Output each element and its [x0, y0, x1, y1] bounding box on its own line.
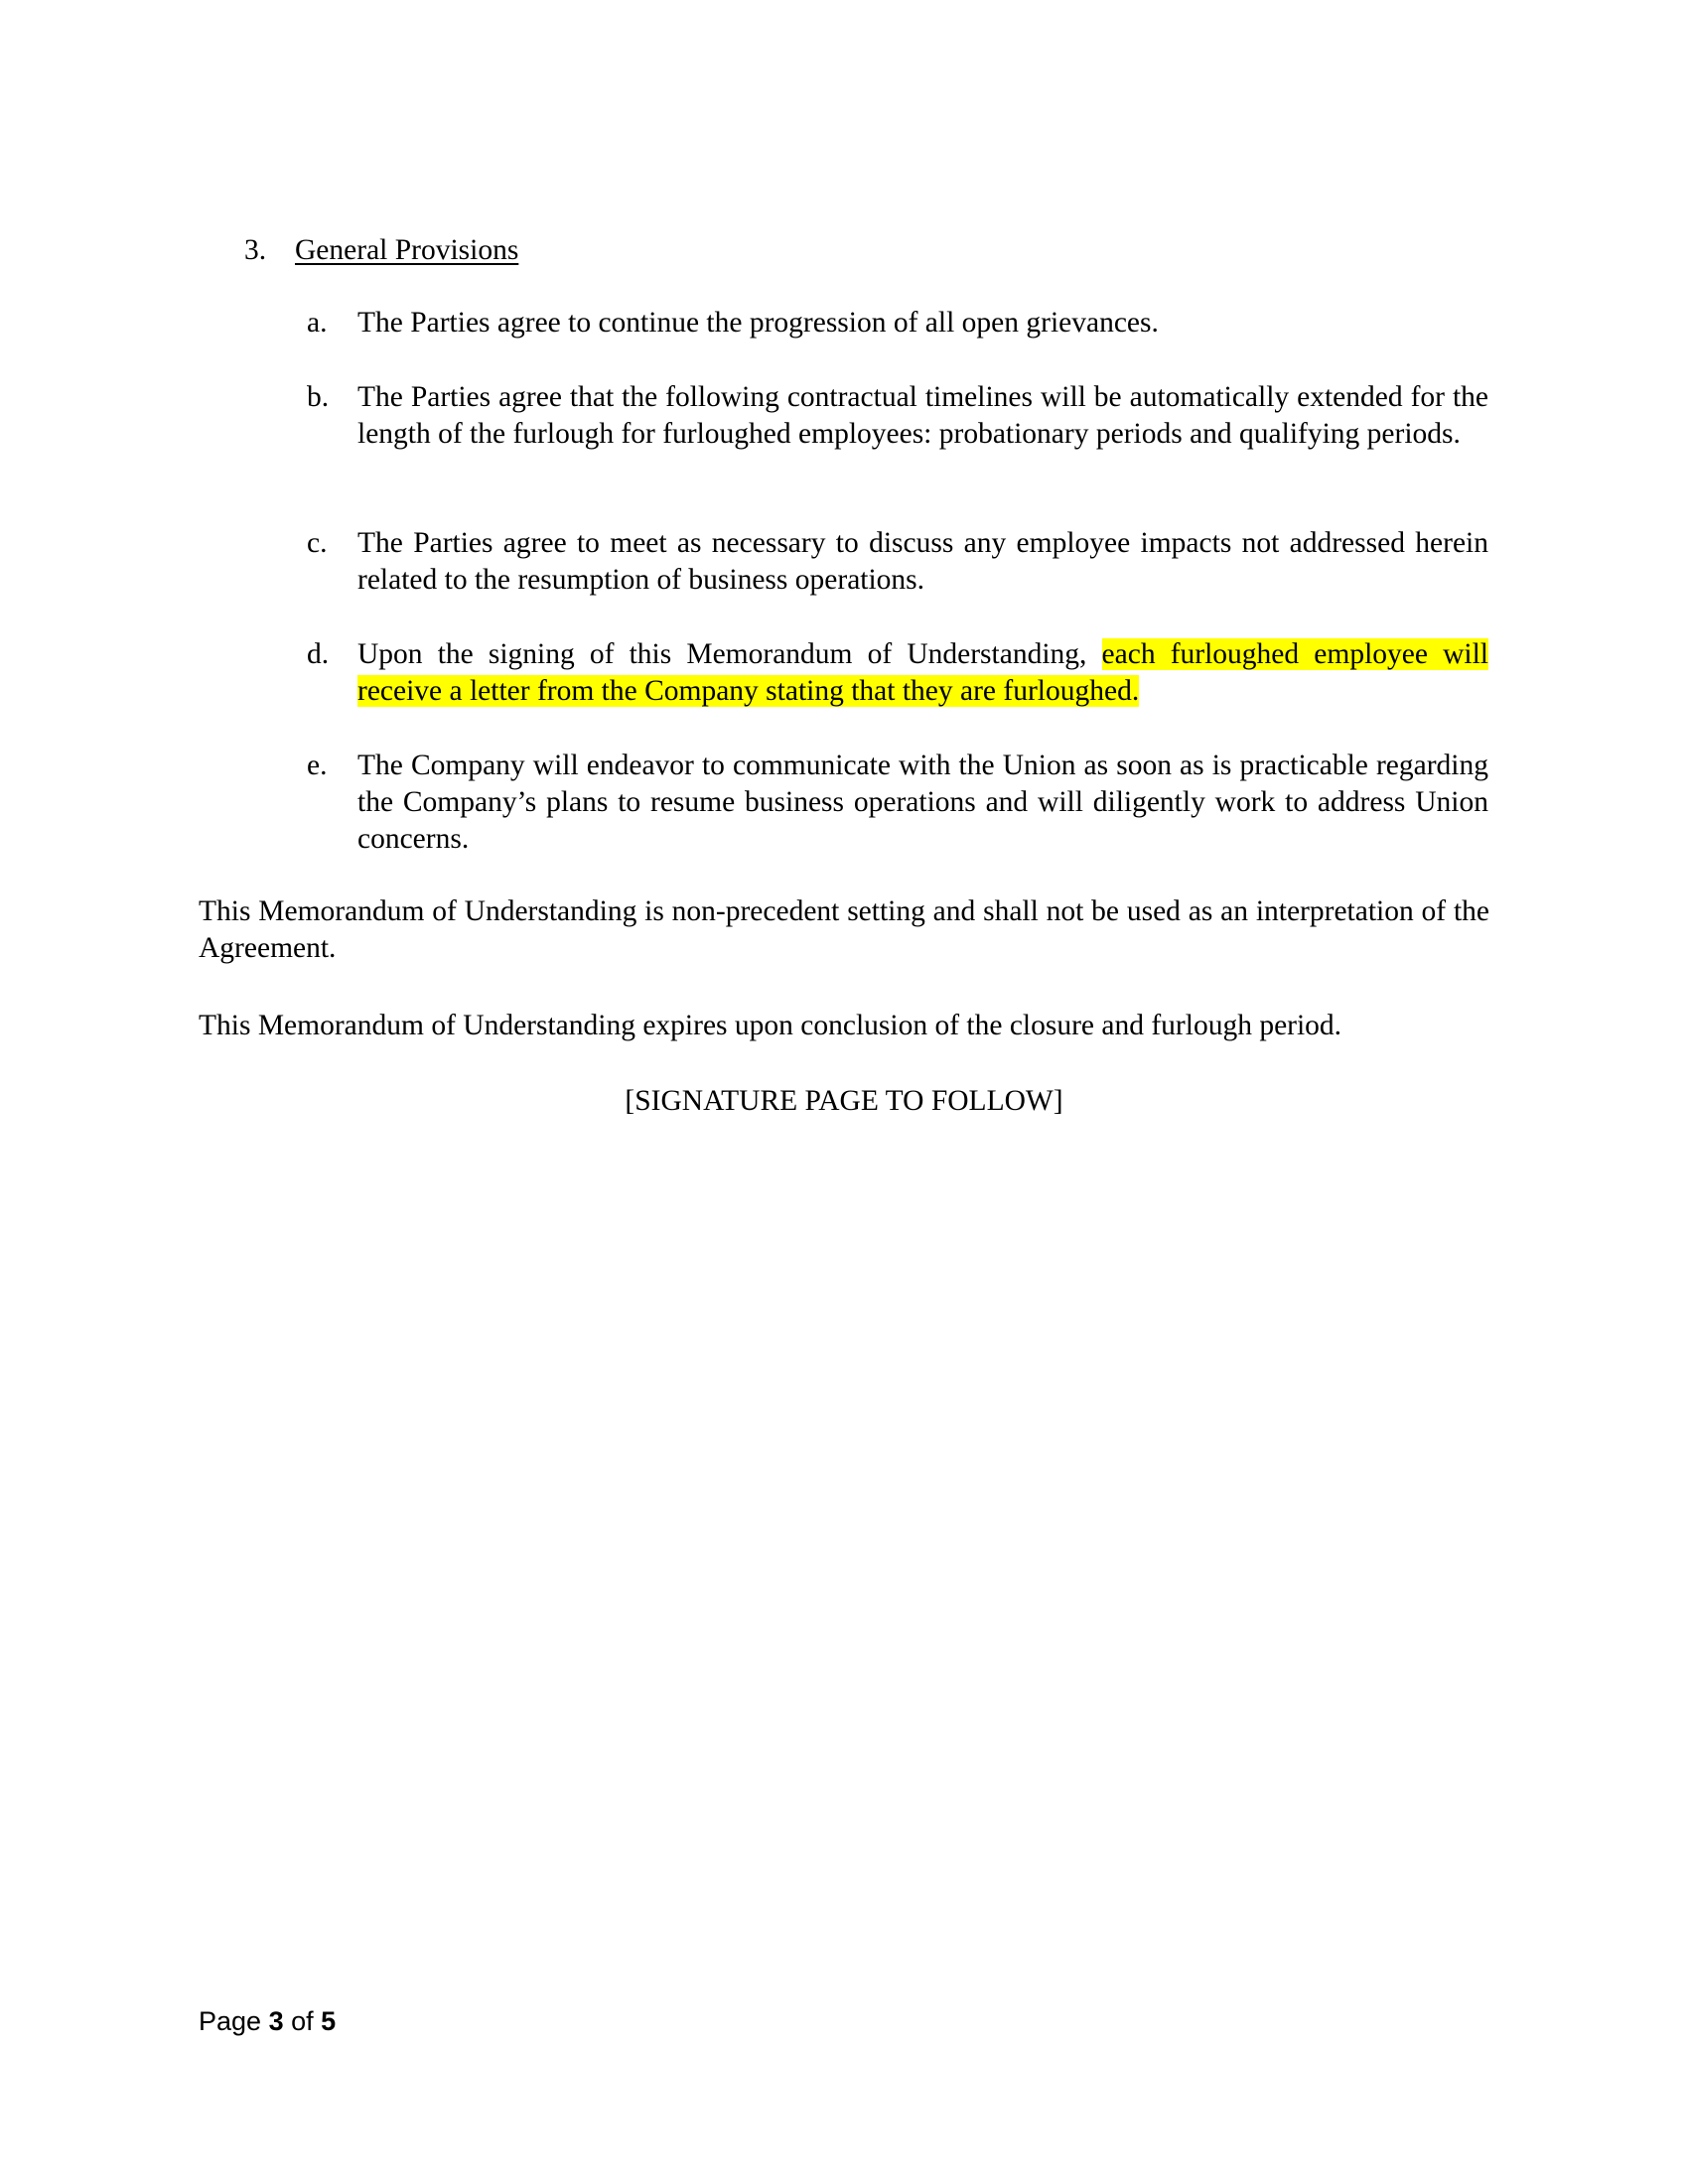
of-label: of	[283, 2006, 322, 2036]
item-text: The Parties agree that the following contractual timelines will be automatically extended for the length of the furlough for furloughed employees: probationary periods and qualifying periods.	[357, 381, 1488, 450]
provision-item-e	[307, 748, 1488, 858]
section-number: 3.	[244, 234, 267, 266]
item-letter: b.	[307, 381, 330, 413]
non-precedent-paragraph: This Memorandum of Understanding is non-precedent setting and shall not be used as an interpretation of the Agreement.	[199, 895, 1489, 964]
page-current: 3	[268, 2006, 284, 2036]
provision-item-b	[307, 379, 1488, 453]
item-letter: a.	[307, 307, 328, 339]
item-letter: c.	[307, 527, 328, 559]
item-letter: e.	[307, 750, 328, 781]
provision-item-a	[307, 305, 1488, 341]
item-text: The Company will endeavor to communicate with the Union as soon as is practicable regarding the Company’s plans to resume business operations and will diligently work to address Union concerns.	[357, 750, 1488, 855]
section-title: General Provisions	[295, 234, 519, 266]
signature-page-note: [SIGNATURE PAGE TO FOLLOW]	[625, 1085, 1063, 1117]
page-footer	[199, 2003, 336, 2039]
section-heading	[244, 231, 939, 269]
provision-item-c	[307, 525, 1488, 599]
expiry-paragraph: This Memorandum of Understanding expires upon conclusion of the closure and furlough period.	[199, 1010, 1342, 1041]
page-total: 5	[321, 2006, 337, 2036]
item-text-plain: Upon the signing of this Memorandum of Understanding,	[357, 638, 1102, 670]
item-text: The Parties agree to continue the progression of all open grievances.	[357, 307, 1159, 339]
item-text: The Parties agree to meet as necessary to discuss any employee impacts not addressed herein related to the resumption of business operations.	[357, 527, 1488, 596]
page-label: Page	[199, 2006, 269, 2036]
provision-item-d	[307, 636, 1488, 710]
item-text	[357, 636, 1488, 710]
highlighted-text: each furloughed employee will receive a letter from the Company stating that they are furloughed.	[357, 638, 1488, 707]
item-letter: d.	[307, 638, 330, 670]
